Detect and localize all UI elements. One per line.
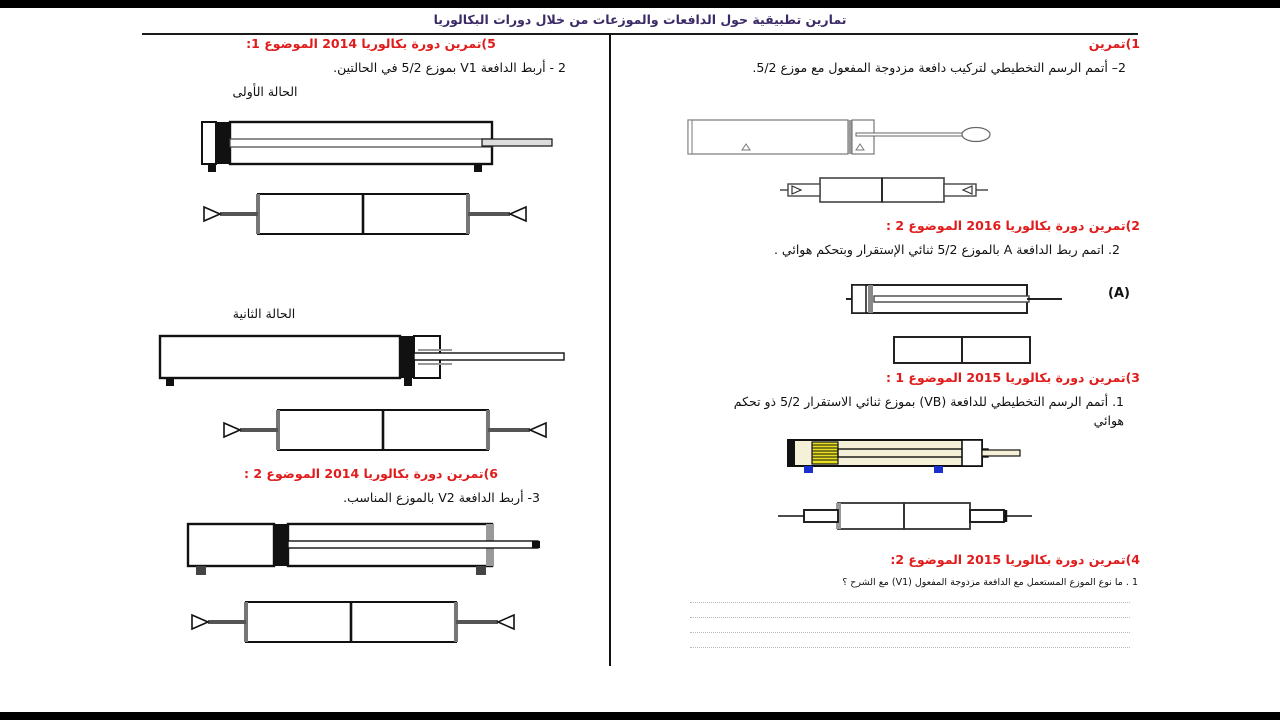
- case-label-2: الحالة الثانية: [232, 306, 296, 321]
- right-column: [680, 36, 1140, 666]
- figure-valve-empty-2-box: [892, 334, 1042, 366]
- exercise-3-question: 1. أتمم الرسم التخطيطي للدافعة (VB) بموزع ثنائي الاستقرار 5/2 ذو تحكم هوائي: [733, 394, 1124, 429]
- title-divider: [142, 33, 1138, 35]
- exercise-4-heading: 4)تمرين دورة بكالوريا 2015 الموضوع 2:: [890, 552, 1140, 567]
- exercise-2-question: 2. اتمم ربط الدافعة A بالموزع 5/2 ثنائي الإستقرار وبتحكم هوائي .: [773, 242, 1120, 257]
- exercise-4-question: 1 . ما نوع الموزع المستعمل مع الدافعة مزدوجة المفعول (V1) مع الشرح ؟: [842, 577, 1138, 588]
- figure-cylinder-A: [846, 280, 1096, 320]
- exercise-5-heading: 5)تمرين دورة بكالوريا 2014 الموضوع 1:: [246, 36, 496, 51]
- exercise-6-question: 3- أربط الدافعة V2 بالموزع المناسب.: [343, 490, 540, 505]
- letterbox-top: [0, 0, 1280, 8]
- exercise-3-heading: 3)تمرين دورة بكالوريا 2015 الموضوع 1 :: [885, 370, 1140, 385]
- case-label-1: الحالة الأولى: [232, 84, 298, 99]
- page-title: تمارين تطبيقية حول الدافعات والموزعات من خلال دورات البكالوريا: [433, 12, 847, 27]
- left-column: [140, 36, 600, 666]
- figure-double-acting-cylinder-outline: [680, 114, 1000, 164]
- figure-valve-5-2-solenoid: [760, 496, 1050, 536]
- figure-valve-5-2-pilot-small: [780, 174, 990, 208]
- figure-spring-return-cylinder-yellow: [782, 436, 1022, 478]
- column-divider: [609, 34, 611, 666]
- exercise-1-question: 2– أتمم الرسم التخطيطي لتركيب دافعة مزدوجة المفعول مع موزع 5/2.: [752, 60, 1126, 75]
- cylinder-a-label: (A): [1108, 286, 1130, 301]
- worksheet: [140, 12, 1140, 672]
- figure-valve-5-2-v2: [186, 596, 526, 648]
- figure-valve-5-2-case-2: [218, 404, 558, 456]
- figure-cylinder-case-2: [152, 332, 572, 384]
- letterbox-bottom: [0, 712, 1280, 720]
- figure-valve-5-2-case-1: [198, 188, 538, 240]
- exercise-2-heading: 2)تمرين دورة بكالوريا 2016 الموضوع 2 :: [885, 218, 1140, 233]
- exercise-1-heading: 1)تمرين: [1088, 36, 1140, 51]
- figure-cylinder-case-1: [192, 118, 552, 170]
- figure-cylinder-v2: [180, 520, 560, 572]
- exercise-5-question: 2 - أربط الدافعة V1 بموزع 5/2 في الحالتين.: [333, 60, 566, 75]
- exercise-6-heading: 6)تمرين دورة بكالوريا 2014 الموضوع 2 :: [243, 466, 498, 481]
- answer-lines: [690, 602, 1130, 606]
